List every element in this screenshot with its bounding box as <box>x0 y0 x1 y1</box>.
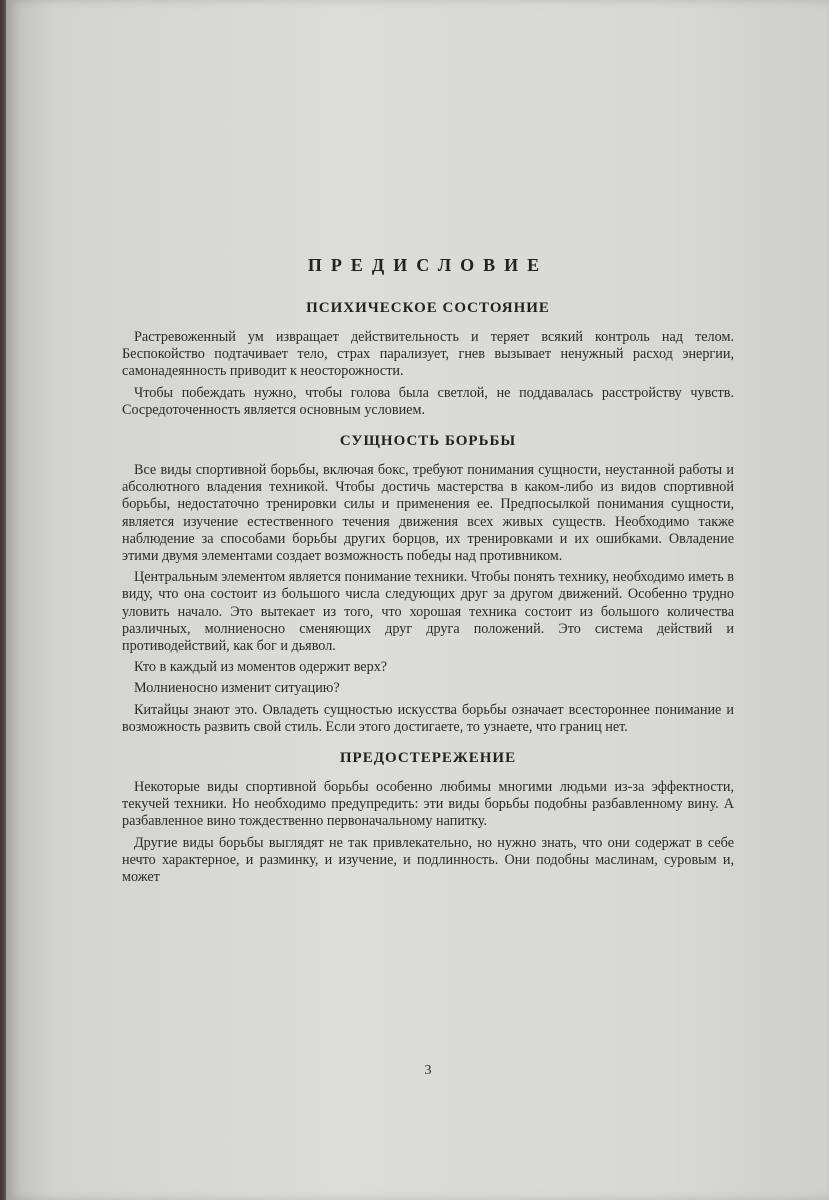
paragraph: Кто в каждый из моментов одержит верх? <box>134 659 388 676</box>
section-psychic-state <box>122 300 734 419</box>
paragraph: Молниеносно изменит ситуацию? <box>134 680 340 697</box>
section-warning <box>122 750 734 886</box>
paragraph: Некоторые виды спортивной борьбы особенно любимы многими людьми из-за эффектности, текучей техники. Но необходимо предупредить: эти виды борьбы подобны разбавленному вину. А разбавленное вино тождественно первоначальному напитку. <box>122 779 734 830</box>
section-heading: СУЩНОСТЬ БОРЬБЫ <box>339 433 517 450</box>
page-number: 3 <box>424 1063 432 1078</box>
paragraph: Китайцы знают это. Овладеть сущностью искусства борьбы означает всестороннее понимание и возможность развить свой стиль. Если этого достигаете, то узнаете, что границ нет. <box>122 701 734 735</box>
section-essence-of-fighting <box>122 433 734 736</box>
paragraph: Все виды спортивной борьбы, включая бокс, требуют понимания сущности, неустанной работы и абсолютного владения техникой. Чтобы достичь мастерства в каком-либо из видов спортивной борьбы, недостаточно тренировки силы и применения ее. Предпосылкой понимания сущности, является изучение естественного течения движения всех живых существ. Необходимо также наблюдение за способами борьбы других борцов, их тренировками и их ошибками. Овладение этими двумя элементами создает возможность победы над противником. <box>122 462 734 565</box>
section-heading: ПРЕДОСТЕРЕЖЕНИЕ <box>339 750 517 767</box>
page-title: ПРЕДИСЛОВИЕ <box>307 255 549 275</box>
paragraph: Чтобы побеждать нужно, чтобы голова была светлой, не поддавалась расстройству чувств. Сосредоточенность является основным условием. <box>122 384 734 418</box>
paragraph: Другие виды борьбы выглядят не так привлекательно, но нужно знать, что они содержат в себе нечто характерное, и разминку, и изучение, и подлинность. Они подобны маслинам, суровым и, может <box>122 834 734 886</box>
book-page <box>6 0 829 1200</box>
paragraph: Растревоженный ум извращает действительность и теряет всякий контроль над телом. Беспокойство подтачивает тело, страх парализует, гнев вызывает ненужный расход энергии, самонадеянность приводит к неосторожности. <box>122 329 734 380</box>
page-content <box>122 255 734 1078</box>
paragraph: Центральным элементом является понимание техники. Чтобы понять технику, необходимо иметь в виду, что она состоит из большого числа следующих друг за другом движений. Особенно трудно уловить начало. Это вытекает из того, что хорошая техника состоит из большого количества различных, молниеносно сменяющих друг друга положений. Это система действий и противодействий, как бог и дьявол. <box>122 569 734 655</box>
section-heading: ПСИХИЧЕСКОЕ СОСТОЯНИЕ <box>306 300 550 316</box>
